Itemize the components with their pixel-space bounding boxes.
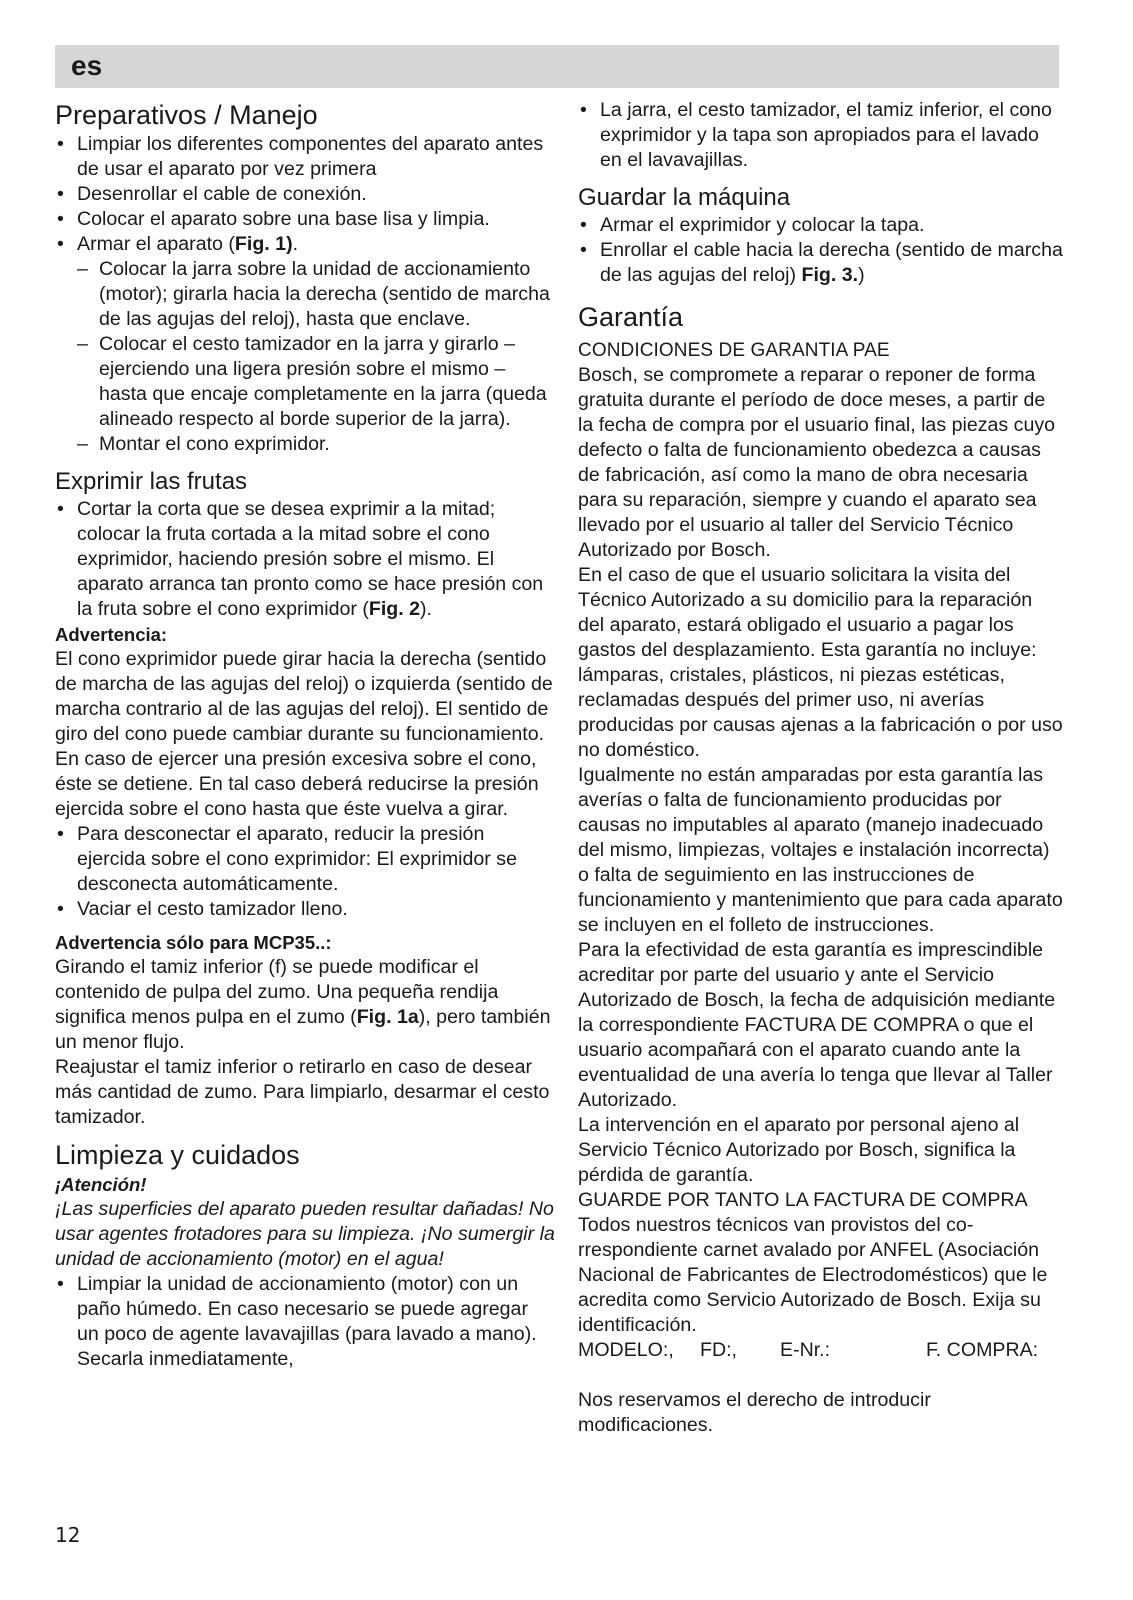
item-text: ): [858, 264, 865, 286]
right-column: [578, 98, 1063, 1438]
purchase-form-fields: [578, 1338, 1063, 1363]
paragraph: Bosch, se compromete a reparar o reponer de forma gratuita durante el período de doce meses, a partir de la fecha de compra por el usuario final, las piezas cuyo defecto o falta de funcionamiento obedezca a causas de fabricación, así como la mano de obra necesaria para su reparación, siempre y cuando el aparato sea llevado por el usuario al taller del Servicio Técnico Autorizado por Bosch.: [578, 364, 1056, 561]
form-label-modelo: MODELO:,: [578, 1339, 674, 1361]
paragraph: El cono exprimidor puede girar hacia la derecha (sentido de marcha de las agujas del reloj) o izquierda (sentido de marcha contrario al de las agujas del reloj). El sentido de giro del cono puede cambiar durante su funcionamiento.: [55, 648, 553, 745]
section-title-warranty: Garantía: [578, 302, 684, 332]
paragraph: En caso de ejercer una presión excesiva sobre el cono, éste se detiene. En tal caso deberá reducirse la presión ejercida sobre el cono hasta que éste vuelva a girar.: [55, 748, 539, 820]
list-item: – Colocar la jarra sobre la unidad de accionamiento (motor); girarla hacia la derecha (sentido de marcha de las agujas del reloj), hasta que enclave.: [55, 257, 555, 332]
language-code: es: [71, 50, 103, 81]
list-item: • Limpiar los diferentes componentes del aparato antes de usar el aparato por vez primera: [55, 132, 555, 182]
list-item: • Armar el exprimidor y colocar la tapa.: [578, 213, 1063, 238]
closing-note: Nos reservamos el derecho de introducir modificaciones.: [578, 1389, 931, 1436]
assembly-steps-list: [55, 257, 555, 457]
left-column: [55, 98, 555, 1372]
form-label-fd: FD:,: [700, 1339, 738, 1361]
list-item: [55, 232, 555, 257]
warning-heading: Advertencia:: [55, 624, 168, 645]
list-item: [578, 238, 1063, 288]
juicing-list-continued: [55, 822, 555, 922]
warranty-subtitle: CONDICIONES DE GARANTIA PAE: [578, 340, 890, 361]
list-item: • Para desconectar el aparato, reducir la presión ejercida sobre el cono exprimidor: El exprimidor se desconecta automáticamente.: [55, 822, 555, 897]
cleaning-list: [55, 1272, 555, 1372]
model-warning-heading: Advertencia sólo para MCP35..:: [55, 932, 332, 953]
figure-reference: Fig. 3.: [801, 264, 859, 286]
list-item: – Montar el cono exprimidor.: [55, 432, 555, 457]
list-item: • La jarra, el cesto tamizador, el tamiz inferior, el cono exprimidor y la tapa son apropiados para el lavado en el lavavajillas.: [578, 98, 1063, 173]
paragraph: GUARDE POR TANTO LA FACTURA DE COMPRA: [578, 1189, 1028, 1211]
form-label-enr: E-Nr.:: [780, 1339, 831, 1361]
form-label-purchase-date: F. COMPRA:: [926, 1339, 1039, 1361]
list-item: • Limpiar la unidad de accionamiento (motor) con un paño húmedo. En caso necesario se puede agregar un poco de agente lavavajillas (para lavado a mano). Secarla inmediatamente,: [55, 1272, 555, 1372]
section-title-cleaning: Limpieza y cuidados: [55, 1140, 300, 1170]
storage-list: [578, 213, 1063, 288]
cleaning-list-continued: [578, 98, 1063, 173]
language-header-bar: [55, 45, 1059, 88]
section-title-storage: Guardar la máquina: [578, 184, 791, 211]
figure-reference: Fig. 1a: [356, 1006, 419, 1028]
paragraph-text: Girando el tamiz inferior (f) se puede modificar el contenido de pulpa del zumo. Una pequeña rendija significa menos pulpa en el zumo (: [55, 956, 499, 1028]
figure-reference: Fig. 2: [368, 598, 421, 620]
preparation-list: [55, 132, 555, 257]
paragraph: [55, 955, 555, 1055]
juicing-list: [55, 497, 555, 622]
item-text: ).: [420, 598, 432, 620]
paragraph: Reajustar el tamiz inferior o retirarlo en caso de desear más cantidad de zumo. Para limpiarlo, desarmar el cesto tamizador.: [55, 1056, 550, 1128]
attention-heading: ¡Atención!: [55, 1174, 147, 1195]
section-title-juicing: Exprimir las frutas: [55, 468, 248, 495]
paragraph: Todos nuestros técnicos van provistos del correspondiente carnet avalado por ANFEL (Asociación Nacional de Fabricantes de Electrodomésticos) que le acredita como Servicio Autorizado de Bosch. Exija su identificación.: [578, 1214, 1048, 1336]
list-item: • Colocar el aparato sobre una base lisa y limpia.: [55, 207, 555, 232]
item-text: .: [292, 233, 299, 255]
paragraph: En el caso de que el usuario solicitara la visita del Técnico Autorizado a su domicilio para la reparación del aparato, estará obligado el usuario a pagar los gastos del desplazamiento. Esta garantía no incluye: lámparas, cristales, plásticos, ni piezas estéticas, reclamadas después del primer uso, ni averías producidas por causas ajenas a la fabricación o por uso no doméstico.: [578, 564, 1063, 761]
list-item: • Vaciar el cesto tamizador lleno.: [55, 897, 555, 922]
attention-text: ¡Las superficies del aparato pueden resultar dañadas! No usar agentes frotadores para su limpieza. ¡No sumergir la unidad de accionamiento (motor) en el agua!: [55, 1198, 555, 1270]
item-text: Cortar la corta que se desea exprimir a la mitad; colocar la fruta cortada a la mitad sobre el cono exprimidor, haciendo presión sobre el mismo. El aparato arranca tan pronto como se hace presión con la fruta sobre el cono exprimidor (: [77, 498, 544, 620]
item-text: Enrollar el cable hacia la derecha (sentido de marcha de las agujas del reloj): [600, 239, 1063, 286]
figure-reference: Fig. 1): [234, 233, 293, 255]
list-item: [55, 497, 555, 622]
paragraph-text: ), pero también un menor flujo.: [55, 1006, 551, 1053]
paragraph: Para la efectividad de esta garantía es imprescindible acreditar por parte del usuario y ante el Servicio Autorizado de Bosch, la fecha de adquisición mediante la correspondiente FACTURA DE COMPRA o que el usuario acompañará con el aparato cuando ante la eventualidad de una avería lo tenga que llevar al Taller Autorizado.: [578, 939, 1056, 1111]
paragraph: Igualmente no están amparadas por esta garantía las averías o falta de funcionamiento producidas por causas no imputables al aparato (manejo inadecuado del mismo, limpiezas, voltajes e instalación incorrecta) o falta de seguimiento en las instrucciones de funcionamiento y mantenimiento que para cada aparato se incluyen en el folleto de instrucciones.: [578, 764, 1063, 936]
page-number: 12: [55, 1523, 81, 1547]
item-text: Armar el aparato (: [77, 233, 235, 255]
section-title-preparation: Preparativos / Manejo: [55, 100, 318, 130]
list-item: – Colocar el cesto tamizador en la jarra y girarlo – ejerciendo una ligera presión sobre el mismo – hasta que encaje completamente en la jarra (queda alineado respecto al borde superior de la jarra).: [55, 332, 555, 432]
paragraph: La intervención en el aparato por personal ajeno al Servicio Técnico Autorizado por Bosch, significa la pérdida de garantía.: [578, 1114, 1020, 1186]
list-item: • Desenrollar el cable de conexión.: [55, 182, 555, 207]
